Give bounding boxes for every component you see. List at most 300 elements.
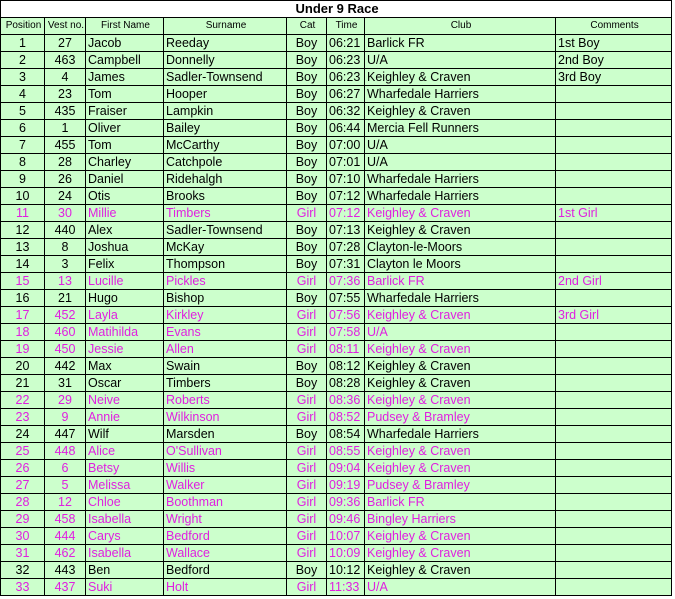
cell-time: 06:32 xyxy=(327,103,365,120)
cell-position: 31 xyxy=(1,545,45,562)
table-row xyxy=(1,273,672,290)
cell-cat: Boy xyxy=(287,103,327,120)
table-row xyxy=(1,69,672,86)
cell-comments xyxy=(556,222,672,239)
results-body xyxy=(1,35,672,596)
cell-vest-no: 1 xyxy=(45,120,86,137)
cell-club: Keighley & Craven xyxy=(365,443,556,460)
cell-club: U/A xyxy=(365,324,556,341)
table-row xyxy=(1,324,672,341)
cell-comments xyxy=(556,494,672,511)
cell-time: 07:13 xyxy=(327,222,365,239)
table-row xyxy=(1,222,672,239)
cell-vest-no: 463 xyxy=(45,52,86,69)
cell-club: U/A xyxy=(365,579,556,596)
col-header-surname: Surname xyxy=(164,18,287,35)
table-row xyxy=(1,256,672,273)
cell-surname: Timbers xyxy=(164,205,287,222)
cell-position: 15 xyxy=(1,273,45,290)
cell-vest-no: 447 xyxy=(45,426,86,443)
cell-position: 10 xyxy=(1,188,45,205)
cell-position: 30 xyxy=(1,528,45,545)
cell-first-name: Campbell xyxy=(86,52,164,69)
cell-cat: Girl xyxy=(287,579,327,596)
cell-time: 08:12 xyxy=(327,358,365,375)
cell-first-name: Betsy xyxy=(86,460,164,477)
cell-club: Wharfedale Harriers xyxy=(365,290,556,307)
cell-club: Keighley & Craven xyxy=(365,358,556,375)
col-header-first-name: First Name xyxy=(86,18,164,35)
cell-comments xyxy=(556,86,672,103)
cell-surname: Roberts xyxy=(164,392,287,409)
cell-surname: Allen xyxy=(164,341,287,358)
cell-club: Bingley Harriers xyxy=(365,511,556,528)
cell-club: Keighley & Craven xyxy=(365,222,556,239)
cell-time: 07:10 xyxy=(327,171,365,188)
cell-cat: Girl xyxy=(287,477,327,494)
cell-vest-no: 27 xyxy=(45,35,86,52)
cell-first-name: Ben xyxy=(86,562,164,579)
cell-first-name: Joshua xyxy=(86,239,164,256)
cell-time: 08:36 xyxy=(327,392,365,409)
cell-cat: Boy xyxy=(287,69,327,86)
table-row xyxy=(1,171,672,188)
cell-surname: Reeday xyxy=(164,35,287,52)
cell-club: Keighley & Craven xyxy=(365,341,556,358)
cell-surname: Marsden xyxy=(164,426,287,443)
cell-position: 25 xyxy=(1,443,45,460)
cell-cat: Boy xyxy=(287,35,327,52)
cell-first-name: Alice xyxy=(86,443,164,460)
cell-vest-no: 440 xyxy=(45,222,86,239)
cell-first-name: Charley xyxy=(86,154,164,171)
table-row xyxy=(1,154,672,171)
cell-position: 11 xyxy=(1,205,45,222)
table-row xyxy=(1,188,672,205)
cell-vest-no: 26 xyxy=(45,171,86,188)
cell-first-name: Oscar xyxy=(86,375,164,392)
cell-club: Barlick FR xyxy=(365,273,556,290)
cell-surname: Holt xyxy=(164,579,287,596)
table-row xyxy=(1,545,672,562)
cell-first-name: Matihilda xyxy=(86,324,164,341)
cell-cat: Boy xyxy=(287,562,327,579)
cell-vest-no: 9 xyxy=(45,409,86,426)
table-row xyxy=(1,137,672,154)
cell-cat: Boy xyxy=(287,154,327,171)
cell-position: 3 xyxy=(1,69,45,86)
cell-first-name: Annie xyxy=(86,409,164,426)
cell-cat: Girl xyxy=(287,443,327,460)
cell-first-name: Chloe xyxy=(86,494,164,511)
cell-vest-no: 6 xyxy=(45,460,86,477)
table-row xyxy=(1,52,672,69)
table-row xyxy=(1,392,672,409)
cell-time: 06:23 xyxy=(327,52,365,69)
cell-time: 10:12 xyxy=(327,562,365,579)
cell-first-name: Lucille xyxy=(86,273,164,290)
cell-time: 07:28 xyxy=(327,239,365,256)
cell-surname: Sadler-Townsend xyxy=(164,222,287,239)
cell-vest-no: 23 xyxy=(45,86,86,103)
cell-position: 18 xyxy=(1,324,45,341)
cell-first-name: Max xyxy=(86,358,164,375)
cell-comments xyxy=(556,443,672,460)
cell-vest-no: 448 xyxy=(45,443,86,460)
cell-first-name: Wilf xyxy=(86,426,164,443)
cell-surname: Wilkinson xyxy=(164,409,287,426)
cell-cat: Boy xyxy=(287,120,327,137)
cell-position: 14 xyxy=(1,256,45,273)
cell-comments xyxy=(556,375,672,392)
cell-cat: Boy xyxy=(287,426,327,443)
cell-vest-no: 29 xyxy=(45,392,86,409)
cell-vest-no: 442 xyxy=(45,358,86,375)
col-header-position: Position xyxy=(1,18,45,35)
cell-vest-no: 4 xyxy=(45,69,86,86)
cell-time: 06:21 xyxy=(327,35,365,52)
cell-vest-no: 8 xyxy=(45,239,86,256)
cell-time: 08:54 xyxy=(327,426,365,443)
cell-position: 4 xyxy=(1,86,45,103)
cell-cat: Boy xyxy=(287,171,327,188)
cell-comments xyxy=(556,120,672,137)
cell-comments: 1st Girl xyxy=(556,205,672,222)
cell-comments xyxy=(556,137,672,154)
cell-position: 8 xyxy=(1,154,45,171)
cell-club: Keighley & Craven xyxy=(365,562,556,579)
cell-surname: Donnelly xyxy=(164,52,287,69)
cell-comments xyxy=(556,528,672,545)
table-title: Under 9 Race xyxy=(1,1,672,18)
cell-surname: Brooks xyxy=(164,188,287,205)
cell-cat: Boy xyxy=(287,86,327,103)
cell-surname: Swain xyxy=(164,358,287,375)
cell-surname: Timbers xyxy=(164,375,287,392)
table-row xyxy=(1,477,672,494)
cell-time: 10:09 xyxy=(327,545,365,562)
cell-first-name: Melissa xyxy=(86,477,164,494)
cell-surname: Catchpole xyxy=(164,154,287,171)
cell-surname: Bedford xyxy=(164,562,287,579)
col-header-cat: Cat xyxy=(287,18,327,35)
cell-position: 2 xyxy=(1,52,45,69)
cell-time: 07:36 xyxy=(327,273,365,290)
cell-surname: Sadler-Townsend xyxy=(164,69,287,86)
cell-first-name: Jessie xyxy=(86,341,164,358)
cell-time: 06:23 xyxy=(327,69,365,86)
cell-club: Keighley & Craven xyxy=(365,307,556,324)
cell-vest-no: 460 xyxy=(45,324,86,341)
cell-surname: Thompson xyxy=(164,256,287,273)
col-header-vest: Vest no. xyxy=(45,18,86,35)
cell-comments xyxy=(556,239,672,256)
cell-comments xyxy=(556,511,672,528)
cell-cat: Boy xyxy=(287,137,327,154)
cell-first-name: Isabella xyxy=(86,545,164,562)
cell-first-name: Layla xyxy=(86,307,164,324)
table-row xyxy=(1,579,672,596)
cell-comments: 3rd Boy xyxy=(556,69,672,86)
table-row xyxy=(1,86,672,103)
title-row xyxy=(1,1,672,18)
cell-surname: McCarthy xyxy=(164,137,287,154)
cell-position: 13 xyxy=(1,239,45,256)
cell-surname: Boothman xyxy=(164,494,287,511)
cell-vest-no: 3 xyxy=(45,256,86,273)
cell-first-name: Fraiser xyxy=(86,103,164,120)
cell-club: Wharfedale Harriers xyxy=(365,171,556,188)
cell-first-name: Daniel xyxy=(86,171,164,188)
cell-comments: 3rd Girl xyxy=(556,307,672,324)
cell-time: 06:27 xyxy=(327,86,365,103)
cell-cat: Girl xyxy=(287,273,327,290)
cell-vest-no: 13 xyxy=(45,273,86,290)
cell-first-name: Tom xyxy=(86,137,164,154)
cell-cat: Girl xyxy=(287,324,327,341)
cell-cat: Boy xyxy=(287,239,327,256)
cell-time: 10:07 xyxy=(327,528,365,545)
cell-first-name: Suki xyxy=(86,579,164,596)
cell-club: Keighley & Craven xyxy=(365,460,556,477)
col-header-club: Club xyxy=(365,18,556,35)
cell-club: Wharfedale Harriers xyxy=(365,426,556,443)
cell-time: 08:55 xyxy=(327,443,365,460)
cell-cat: Girl xyxy=(287,205,327,222)
cell-comments xyxy=(556,341,672,358)
cell-comments xyxy=(556,545,672,562)
col-header-time: Time xyxy=(327,18,365,35)
cell-club: U/A xyxy=(365,52,556,69)
cell-surname: Lampkin xyxy=(164,103,287,120)
cell-first-name: Otis xyxy=(86,188,164,205)
cell-time: 07:12 xyxy=(327,205,365,222)
cell-first-name: James xyxy=(86,69,164,86)
cell-surname: Bailey xyxy=(164,120,287,137)
cell-time: 07:55 xyxy=(327,290,365,307)
cell-position: 9 xyxy=(1,171,45,188)
cell-comments xyxy=(556,154,672,171)
cell-comments xyxy=(556,358,672,375)
cell-club: Clayton-le-Moors xyxy=(365,239,556,256)
cell-cat: Boy xyxy=(287,52,327,69)
cell-position: 7 xyxy=(1,137,45,154)
cell-club: Pudsey & Bramley xyxy=(365,477,556,494)
cell-club: Keighley & Craven xyxy=(365,392,556,409)
cell-club: Keighley & Craven xyxy=(365,205,556,222)
cell-time: 08:52 xyxy=(327,409,365,426)
cell-position: 16 xyxy=(1,290,45,307)
cell-position: 33 xyxy=(1,579,45,596)
cell-comments xyxy=(556,392,672,409)
cell-club: Keighley & Craven xyxy=(365,528,556,545)
cell-position: 6 xyxy=(1,120,45,137)
cell-position: 19 xyxy=(1,341,45,358)
cell-position: 32 xyxy=(1,562,45,579)
cell-cat: Girl xyxy=(287,528,327,545)
cell-vest-no: 5 xyxy=(45,477,86,494)
cell-position: 28 xyxy=(1,494,45,511)
cell-club: Pudsey & Bramley xyxy=(365,409,556,426)
cell-first-name: Millie xyxy=(86,205,164,222)
cell-club: Mercia Fell Runners xyxy=(365,120,556,137)
cell-vest-no: 455 xyxy=(45,137,86,154)
cell-first-name: Hugo xyxy=(86,290,164,307)
cell-cat: Girl xyxy=(287,494,327,511)
cell-vest-no: 24 xyxy=(45,188,86,205)
cell-position: 1 xyxy=(1,35,45,52)
table-row xyxy=(1,341,672,358)
cell-position: 20 xyxy=(1,358,45,375)
cell-surname: O'Sullivan xyxy=(164,443,287,460)
table-row xyxy=(1,528,672,545)
cell-cat: Boy xyxy=(287,256,327,273)
cell-club: Clayton le Moors xyxy=(365,256,556,273)
cell-club: U/A xyxy=(365,137,556,154)
cell-comments: 2nd Girl xyxy=(556,273,672,290)
cell-first-name: Neive xyxy=(86,392,164,409)
cell-surname: Bishop xyxy=(164,290,287,307)
cell-position: 29 xyxy=(1,511,45,528)
cell-time: 11:33 xyxy=(327,579,365,596)
cell-time: 07:12 xyxy=(327,188,365,205)
table-row xyxy=(1,375,672,392)
cell-first-name: Alex xyxy=(86,222,164,239)
cell-vest-no: 28 xyxy=(45,154,86,171)
table-row xyxy=(1,494,672,511)
cell-time: 09:19 xyxy=(327,477,365,494)
cell-club: Keighley & Craven xyxy=(365,69,556,86)
cell-club: Keighley & Craven xyxy=(365,103,556,120)
cell-position: 5 xyxy=(1,103,45,120)
cell-club: Keighley & Craven xyxy=(365,545,556,562)
cell-first-name: Oliver xyxy=(86,120,164,137)
cell-cat: Boy xyxy=(287,375,327,392)
cell-comments xyxy=(556,290,672,307)
cell-position: 23 xyxy=(1,409,45,426)
cell-cat: Girl xyxy=(287,409,327,426)
table-row xyxy=(1,103,672,120)
cell-first-name: Carys xyxy=(86,528,164,545)
cell-vest-no: 12 xyxy=(45,494,86,511)
cell-comments xyxy=(556,324,672,341)
table-row xyxy=(1,562,672,579)
cell-club: U/A xyxy=(365,154,556,171)
cell-first-name: Felix xyxy=(86,256,164,273)
cell-cat: Boy xyxy=(287,222,327,239)
cell-surname: Wallace xyxy=(164,545,287,562)
cell-first-name: Tom xyxy=(86,86,164,103)
cell-time: 08:28 xyxy=(327,375,365,392)
table-row xyxy=(1,290,672,307)
table-row xyxy=(1,120,672,137)
cell-cat: Girl xyxy=(287,341,327,358)
cell-cat: Girl xyxy=(287,307,327,324)
table-row xyxy=(1,460,672,477)
cell-first-name: Isabella xyxy=(86,511,164,528)
table-row xyxy=(1,409,672,426)
cell-position: 17 xyxy=(1,307,45,324)
table-row xyxy=(1,426,672,443)
cell-time: 07:56 xyxy=(327,307,365,324)
cell-cat: Girl xyxy=(287,392,327,409)
cell-comments xyxy=(556,426,672,443)
cell-comments xyxy=(556,103,672,120)
cell-comments xyxy=(556,579,672,596)
cell-vest-no: 31 xyxy=(45,375,86,392)
table-row xyxy=(1,239,672,256)
cell-cat: Girl xyxy=(287,460,327,477)
cell-vest-no: 21 xyxy=(45,290,86,307)
cell-comments xyxy=(556,477,672,494)
table-row xyxy=(1,35,672,52)
cell-comments xyxy=(556,562,672,579)
cell-time: 09:46 xyxy=(327,511,365,528)
cell-vest-no: 450 xyxy=(45,341,86,358)
cell-cat: Boy xyxy=(287,290,327,307)
table-row xyxy=(1,443,672,460)
cell-vest-no: 452 xyxy=(45,307,86,324)
cell-surname: Wright xyxy=(164,511,287,528)
header-row xyxy=(1,18,672,35)
cell-vest-no: 437 xyxy=(45,579,86,596)
cell-vest-no: 444 xyxy=(45,528,86,545)
cell-vest-no: 30 xyxy=(45,205,86,222)
cell-time: 07:00 xyxy=(327,137,365,154)
cell-comments: 1st Boy xyxy=(556,35,672,52)
cell-surname: McKay xyxy=(164,239,287,256)
cell-vest-no: 458 xyxy=(45,511,86,528)
cell-comments: 2nd Boy xyxy=(556,52,672,69)
table-row xyxy=(1,307,672,324)
cell-surname: Evans xyxy=(164,324,287,341)
cell-surname: Willis xyxy=(164,460,287,477)
cell-cat: Girl xyxy=(287,511,327,528)
cell-time: 07:01 xyxy=(327,154,365,171)
cell-surname: Ridehalgh xyxy=(164,171,287,188)
cell-time: 07:58 xyxy=(327,324,365,341)
cell-comments xyxy=(556,256,672,273)
cell-vest-no: 462 xyxy=(45,545,86,562)
cell-cat: Boy xyxy=(287,188,327,205)
cell-comments xyxy=(556,171,672,188)
cell-position: 22 xyxy=(1,392,45,409)
cell-vest-no: 443 xyxy=(45,562,86,579)
cell-surname: Pickles xyxy=(164,273,287,290)
cell-time: 07:31 xyxy=(327,256,365,273)
cell-position: 24 xyxy=(1,426,45,443)
cell-surname: Bedford xyxy=(164,528,287,545)
cell-club: Keighley & Craven xyxy=(365,375,556,392)
cell-club: Barlick FR xyxy=(365,35,556,52)
cell-first-name: Jacob xyxy=(86,35,164,52)
cell-surname: Kirkley xyxy=(164,307,287,324)
table-row xyxy=(1,358,672,375)
cell-club: Wharfedale Harriers xyxy=(365,86,556,103)
cell-time: 09:04 xyxy=(327,460,365,477)
cell-position: 26 xyxy=(1,460,45,477)
cell-position: 12 xyxy=(1,222,45,239)
cell-cat: Boy xyxy=(287,358,327,375)
col-header-comments: Comments xyxy=(556,18,672,35)
cell-cat: Girl xyxy=(287,545,327,562)
cell-vest-no: 435 xyxy=(45,103,86,120)
cell-club: Wharfedale Harriers xyxy=(365,188,556,205)
cell-club: Barlick FR xyxy=(365,494,556,511)
cell-comments xyxy=(556,188,672,205)
cell-time: 08:11 xyxy=(327,341,365,358)
cell-time: 06:44 xyxy=(327,120,365,137)
